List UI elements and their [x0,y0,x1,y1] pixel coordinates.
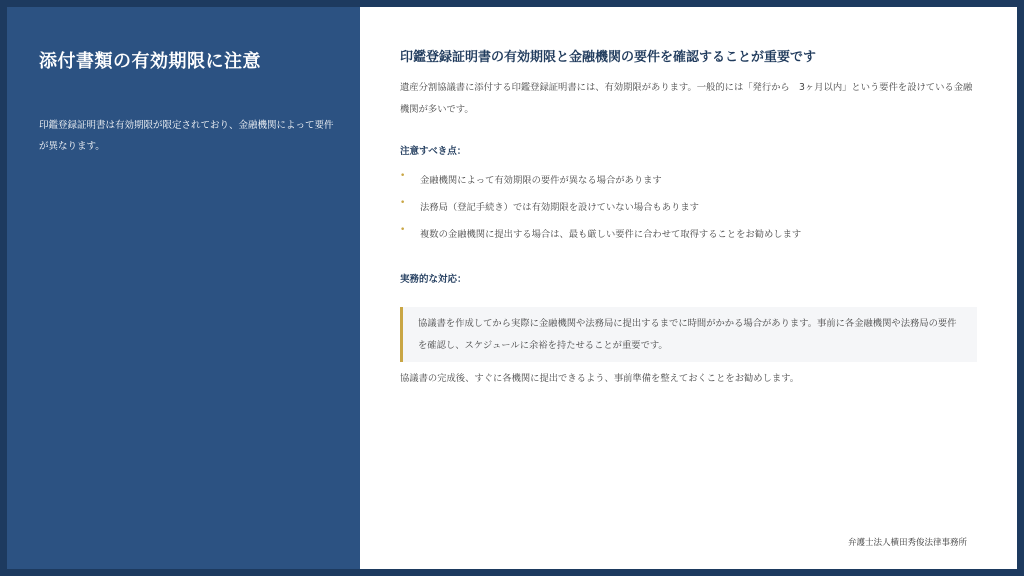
list-item-text: 法務局（登記手続き）では有効期限を設けていない場合もあります [420,202,699,213]
list-item [400,194,980,221]
bullet-icon: • [400,171,406,181]
list-item [400,167,980,194]
left-panel [7,7,360,569]
list-item-text: 複数の金融機関に提出する場合は、最も厳しい要件に合わせて取得することをお勧めします [420,229,802,240]
slide-summary: 印鑑登録証明書は有効期限が限定されており、金融機関によって要件が異なります。 [39,120,334,152]
closing-paragraph: 協議書の完成後、すぐに各機関に提出できるよう、事前準備を整えておくことをお勧めします。 [400,373,800,384]
intro-paragraph: 遺産分割協議書に添付する印鑑登録証明書には、有効期限があります。一般的には「発行から 3ヶ月以内」という要件を設けている金融機関が多いです。 [400,82,973,115]
bullet-icon: • [400,198,406,208]
practical-label: 実務的な対応： [400,274,467,285]
content-heading: 印鑑登録証明書の有効期限と金融機関の要件を確認することが重要です [400,50,817,65]
slide-title: 添付書類の有効期限に注意 [39,51,261,72]
list-item [400,221,980,248]
firm-name: 弁護士法人横田秀俊法律事務所 [847,538,967,548]
caution-label: 注意すべき点： [400,146,467,157]
slide [7,7,1017,569]
list-item-text: 金融機関によって有効期限の要件が異なる場合があります [420,175,662,186]
caution-list [400,167,980,248]
callout-box [400,307,977,362]
bullet-icon: • [400,225,406,235]
callout-text: 協議書を作成してから実際に金融機関や法務局に提出するまでに時間がかかる場合があります。事前に各金融機関や法務局の要件を確認し、スケジュールに余裕を持たせることが重要です。 [418,318,957,351]
right-panel [360,7,1017,569]
